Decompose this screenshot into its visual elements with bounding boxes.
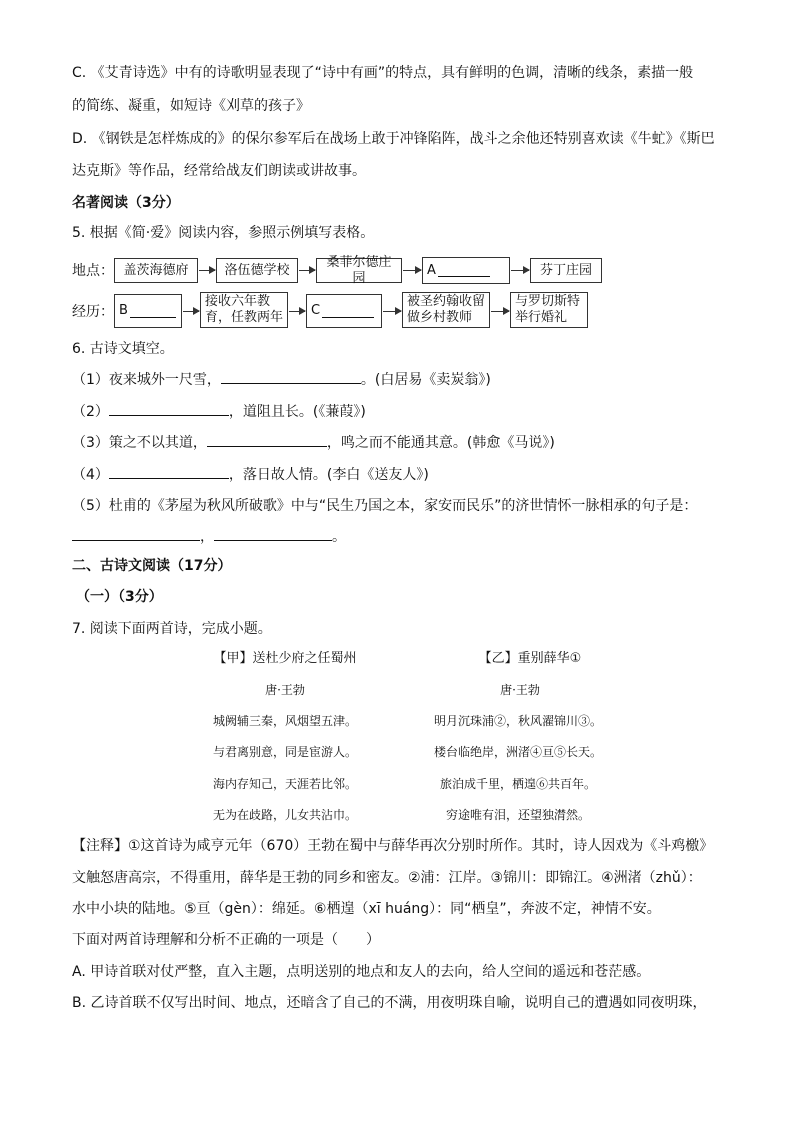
- section-heading-2: 二、古诗文阅读（17分）: [72, 558, 232, 574]
- place-box-5: 芬丁庄园: [530, 258, 602, 283]
- q6-item-3: （3）策之不以其道， ，鸣之而不能通其意。(韩愈《马说》): [72, 432, 555, 453]
- arrow-right-icon: [299, 270, 315, 271]
- place-box-1: 盖茨海德府: [114, 258, 198, 283]
- arrow-right-icon: [511, 270, 529, 271]
- answer-blank[interactable]: [72, 526, 200, 541]
- answer-blank[interactable]: [207, 432, 327, 447]
- q7-stem: 下面对两首诗理解和分析不正确的一项是（ ）: [72, 932, 380, 948]
- place-box-3: 桑菲尔德庄园: [316, 258, 402, 283]
- notes-line-3: 水中小块的陆地。⑤亘（gèn）：绵延。⑥栖遑（xī huáng）：同“栖皇”，奔波不定，神情不安。: [72, 901, 661, 917]
- subsection-heading: （一）（3分）: [76, 589, 163, 605]
- arrow-right-icon: [403, 270, 421, 271]
- arrow-right-icon: [183, 311, 199, 312]
- answer-blank[interactable]: [214, 526, 332, 541]
- q7-option-a: A. 甲诗首联对仗严整，直入主题，点明送别的地点和友人的去向，给人空间的遥远和苍茫感。: [72, 964, 651, 980]
- poem-a-line-4: 无为在歧路，儿女共沾巾。: [212, 808, 357, 822]
- q6-item-1: （1）夜来城外一尺雪， 。(白居易《卖炭翁》): [72, 369, 491, 390]
- poem-a-author: 唐·王勃: [265, 683, 305, 697]
- experience-box-4: 被圣约翰收留做乡村教师: [402, 292, 490, 328]
- q6-item-5: （5）杜甫的《茅屋为秋风所破歌》中与“民生乃国之本，家安而民乐”的济世情怀一脉相承的句子是：: [72, 498, 698, 514]
- poem-a-line-1: 城阙辅三秦，风烟望五津。: [212, 714, 357, 728]
- section-heading-classic: 名著阅读（3分）: [72, 195, 180, 211]
- place-box-2: 洛伍德学校: [216, 258, 298, 283]
- arrow-right-icon: [289, 311, 305, 312]
- question-6: 6. 古诗文填空。: [72, 341, 174, 357]
- option-d-line1: D. 《钢铁是怎样炼成的》的保尔参军后在战场上敢于冲锋陷阵，战斗之余他还特别喜欢读《牛虻》《斯巴: [72, 131, 715, 147]
- option-d-line2: 达克斯》等作品，经常给战友们朗读或讲故事。: [72, 163, 366, 179]
- poem-a-line-3: 海内存知己，天涯若比邻。: [212, 777, 357, 791]
- places-label: 地点：: [72, 263, 114, 279]
- experience-box-2: 接收六年教育，任教两年: [200, 292, 288, 328]
- q6-item-4: （4） ，落日故人情。(李白《送友人》): [72, 464, 429, 485]
- poem-b-line-4: 穷途唯有泪，还望独潸然。: [445, 808, 590, 822]
- option-c-line2: 的简练、凝重，如短诗《刈草的孩子》: [72, 98, 310, 114]
- poem-a-line-2: 与君离别意，同是宦游人。: [212, 745, 357, 759]
- poem-b-line-2: 楼台临绝岸，洲渚④亘⑤长天。: [433, 745, 602, 759]
- place-box-a: A: [422, 257, 510, 284]
- poem-b-title: 【乙】重别薛华①: [478, 651, 582, 666]
- q6-item-2: （2） ，道阻且长。(《蒹葭》): [72, 401, 366, 422]
- poem-a-title: 【甲】送杜少府之任蜀州: [213, 651, 357, 666]
- poem-b-author: 唐·王勃: [500, 683, 540, 697]
- experience-box-5: 与罗切斯特举行婚礼: [510, 292, 588, 328]
- experience-label: 经历：: [72, 304, 114, 320]
- question-5: 5. 根据《简·爱》阅读内容，参照示例填写表格。: [72, 225, 375, 241]
- answer-blank[interactable]: [221, 369, 361, 384]
- poem-b-line-3: 旅泊成千里，栖遑⑥共百年。: [439, 777, 596, 791]
- experience-box-b: B: [114, 294, 182, 328]
- option-c-line1: C. 《艾青诗选》中有的诗歌明显表现了“诗中有画”的特点，具有鲜明的色调，清晰的线条，素描一般: [72, 65, 694, 81]
- notes-line-1: 【注释】①这首诗为咸亨元年（670）王勃在蜀中与薛华再次分别时所作。其时，诗人因戏为《斗鸡檄》: [72, 838, 714, 854]
- q6-item-5-blanks: ， 。: [72, 526, 346, 547]
- poem-b-line-1: 明月沉珠浦②，秋风濯锦川③。: [433, 714, 602, 728]
- experience-box-c: C: [306, 294, 382, 328]
- q7-option-b: B. 乙诗首联不仅写出时间、地点，还暗含了自己的不满，用夜明珠自喻，说明自己的遭遇如同夜明珠，: [72, 995, 707, 1011]
- arrow-right-icon: [383, 311, 401, 312]
- arrow-right-icon: [491, 311, 509, 312]
- answer-blank[interactable]: [109, 401, 229, 416]
- question-7: 7. 阅读下面两首诗，完成小题。: [72, 621, 272, 637]
- answer-blank[interactable]: [109, 464, 229, 479]
- arrow-right-icon: [199, 270, 215, 271]
- notes-line-2: 文触怒唐高宗，不得重用，薛华是王勃的同乡和密友。②浦：江岸。③锦川：即锦江。④洲渚（zhǔ）：: [72, 870, 702, 886]
